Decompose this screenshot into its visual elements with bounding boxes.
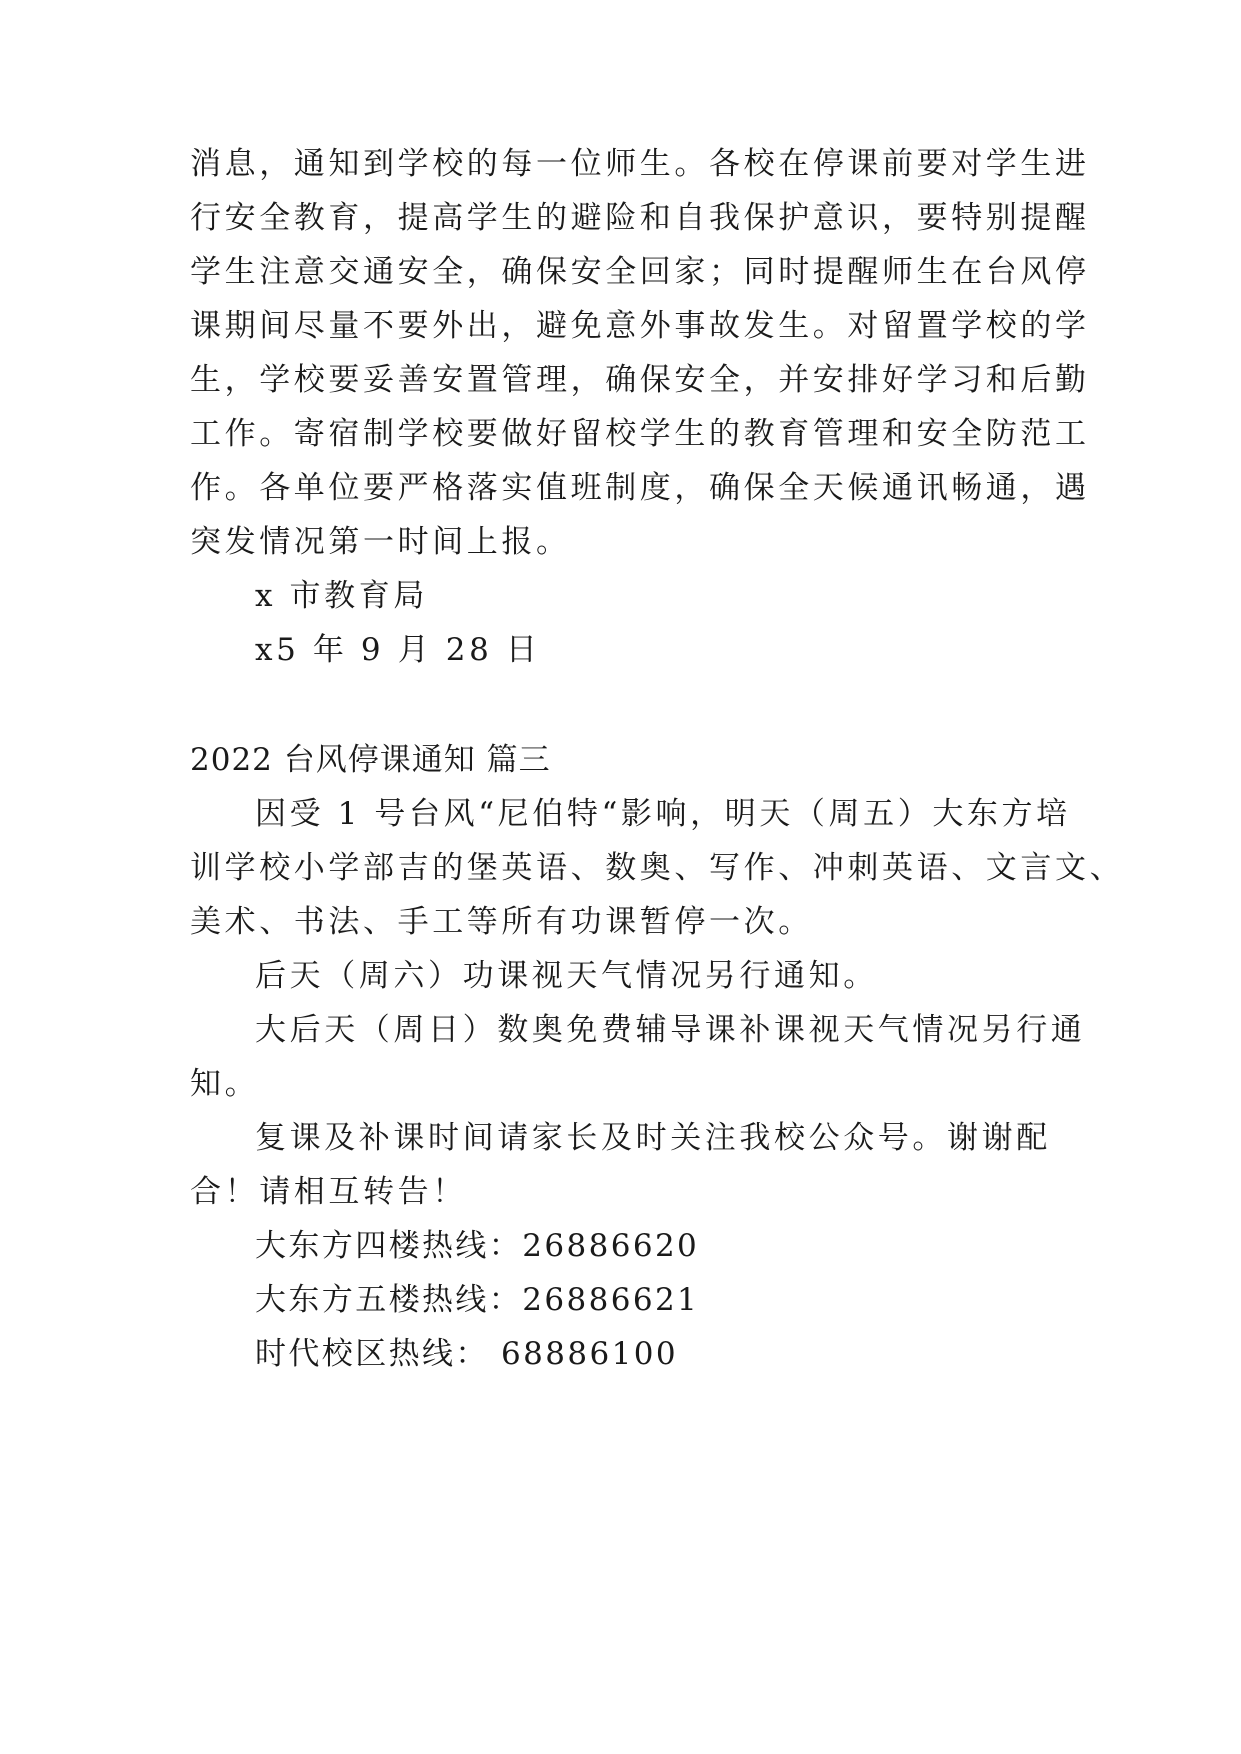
hotline-line: 大东方四楼热线：26886620 xyxy=(255,1228,700,1264)
body-text-line: 美术、书法、手工等所有功课暂停一次。 xyxy=(190,904,813,940)
body-text-line: 课期间尽量不要外出，避免意外事故发生。对留置学校的学 xyxy=(190,308,1090,344)
body-text-line: 行安全教育，提高学生的避险和自我保护意识，要特别提醒 xyxy=(190,200,1090,236)
body-text-line: 作。各单位要严格落实值班制度，确保全天候通讯畅通，遇 xyxy=(190,470,1090,506)
body-text-line: 消息，通知到学校的每一位师生。各校在停课前要对学生进 xyxy=(190,146,1090,182)
issuer-signature: x 市教育局 xyxy=(255,578,428,614)
body-text-line: 复课及补课时间请家长及时关注我校公众号。谢谢配 xyxy=(255,1120,1051,1156)
body-text-line: 因受 1 号台风“尼伯特“影响，明天（周五）大东方培 xyxy=(255,796,1071,832)
issue-date: x5 年 9 月 28 日 xyxy=(255,632,541,668)
body-text-line: 学生注意交通安全，确保安全回家；同时提醒师生在台风停 xyxy=(190,254,1090,290)
body-text-line: 知。 xyxy=(190,1066,260,1102)
body-text-line: 工作。寄宿制学校要做好留校学生的教育管理和安全防范工 xyxy=(190,416,1090,452)
body-text-line: 后天（周六）功课视天气情况另行通知。 xyxy=(255,958,878,994)
body-text-line: 训学校小学部吉的堡英语、数奥、写作、冲刺英语、文言文、 xyxy=(190,850,1125,886)
section-heading: 2022 台风停课通知 篇三 xyxy=(190,742,551,778)
body-text-line: 生，学校要妥善安置管理，确保安全，并安排好学习和后勤 xyxy=(190,362,1090,398)
body-text-line: 大后天（周日）数奥免费辅导课补课视天气情况另行通 xyxy=(255,1012,1086,1048)
hotline-line: 时代校区热线： 68886100 xyxy=(255,1336,679,1372)
body-text-line: 突发情况第一时间上报。 xyxy=(190,524,571,560)
body-text-line: 合！请相互转告！ xyxy=(190,1174,467,1210)
hotline-line: 大东方五楼热线：26886621 xyxy=(255,1282,700,1318)
